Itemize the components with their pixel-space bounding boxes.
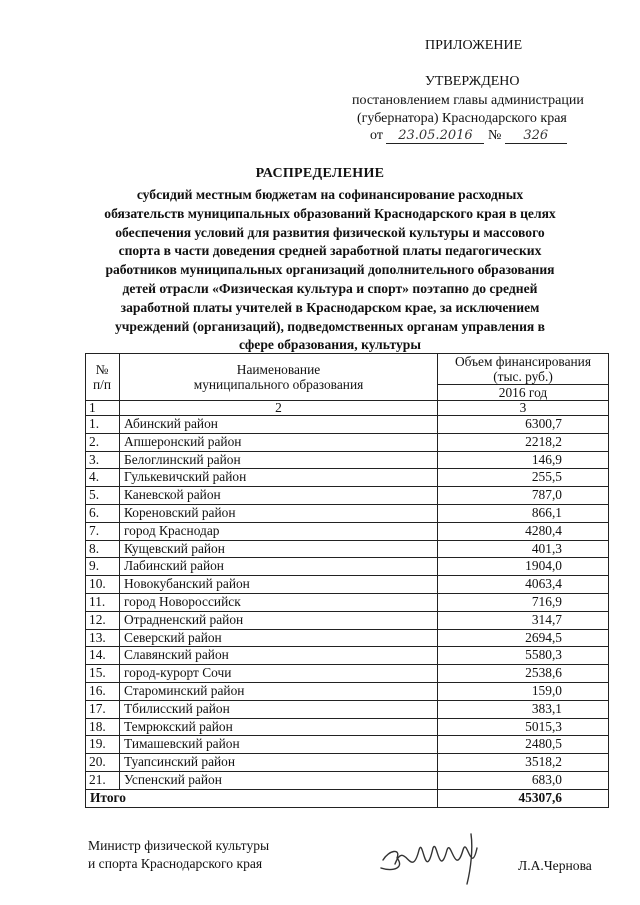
signature xyxy=(375,828,500,890)
total-value: 45307,6 xyxy=(438,789,609,807)
table-row xyxy=(86,629,609,647)
municipality-name: Тбилисский район xyxy=(120,700,438,718)
approved-label: УТВЕРЖДЕНО xyxy=(425,74,520,89)
col-name-line2: муниципального образования xyxy=(193,377,364,392)
table-row xyxy=(86,576,609,594)
col-name-line1: Наименование xyxy=(236,362,321,377)
table-row xyxy=(86,416,609,434)
row-number: 8. xyxy=(86,540,120,558)
funding-amount: 383,1 xyxy=(438,700,609,718)
row-number: 2. xyxy=(86,433,120,451)
col-name-header xyxy=(120,354,438,401)
municipality-name: Кореновский район xyxy=(120,504,438,522)
funding-amount: 2538,6 xyxy=(438,665,609,683)
table-row xyxy=(86,451,609,469)
row-number: 20. xyxy=(86,754,120,772)
table-row xyxy=(86,771,609,789)
funding-amount: 255,5 xyxy=(438,469,609,487)
row-number: 6. xyxy=(86,504,120,522)
description-line: обязательств муниципальных образований Краснодарского края в целях xyxy=(104,205,556,221)
table-header-row xyxy=(86,354,609,385)
table-row xyxy=(86,736,609,754)
funding-amount: 5580,3 xyxy=(438,647,609,665)
row-number: 12. xyxy=(86,611,120,629)
table-row xyxy=(86,522,609,540)
col-no-symbol: № xyxy=(95,362,109,377)
funding-amount: 866,1 xyxy=(438,504,609,522)
description-line: сфере образования, культуры xyxy=(239,337,421,353)
decree-date-line xyxy=(370,128,567,144)
description-line: спорта в части доведения средней заработной платы педагогических xyxy=(118,243,542,259)
total-label: Итого xyxy=(86,789,438,807)
funding-amount: 683,0 xyxy=(438,771,609,789)
row-number: 9. xyxy=(86,558,120,576)
funding-amount: 3518,2 xyxy=(438,754,609,772)
funding-amount: 4280,4 xyxy=(438,522,609,540)
funding-amount: 159,0 xyxy=(438,682,609,700)
table-row xyxy=(86,504,609,522)
municipality-name: Новокубанский район xyxy=(120,576,438,594)
row-number: 14. xyxy=(86,647,120,665)
index-cell: 2 xyxy=(120,401,438,416)
funding-amount: 2480,5 xyxy=(438,736,609,754)
row-number: 19. xyxy=(86,736,120,754)
funding-amount: 2218,2 xyxy=(438,433,609,451)
table-row xyxy=(86,558,609,576)
row-number: 18. xyxy=(86,718,120,736)
minister-title-line1: Министр физической культуры xyxy=(88,838,270,853)
table-row xyxy=(86,433,609,451)
table-row xyxy=(86,540,609,558)
description-line: учреждений (организаций), подведомственных органам управления в xyxy=(114,318,546,334)
approved-by-line1: постановлением главы администрации xyxy=(352,93,584,108)
municipality-name: Староминский район xyxy=(120,682,438,700)
municipality-name: Успенский район xyxy=(120,771,438,789)
from-label: от xyxy=(370,128,383,143)
col-amount-line2: (тыс. руб.) xyxy=(493,369,553,384)
funding-amount: 314,7 xyxy=(438,611,609,629)
funding-amount: 146,9 xyxy=(438,451,609,469)
row-number: 17. xyxy=(86,700,120,718)
document-description xyxy=(60,186,600,355)
description-line: заработной платы учителей в Краснодарском крае, за исключением xyxy=(120,299,540,315)
table-row xyxy=(86,682,609,700)
funding-amount: 716,9 xyxy=(438,593,609,611)
funding-amount: 4063,4 xyxy=(438,576,609,594)
funding-amount: 2694,5 xyxy=(438,629,609,647)
number-label: № xyxy=(487,128,502,143)
municipality-name: Северский район xyxy=(120,629,438,647)
row-number: 15. xyxy=(86,665,120,683)
appendix-label: ПРИЛОЖЕНИЕ xyxy=(425,38,523,53)
municipality-name: город Новороссийск xyxy=(120,593,438,611)
municipality-name: Абинский район xyxy=(120,416,438,434)
table-row xyxy=(86,754,609,772)
funding-amount: 1904,0 xyxy=(438,558,609,576)
description-line: обеспечения условий для развития физической культуры и массового xyxy=(115,224,545,240)
decree-number: 326 xyxy=(505,128,567,144)
description-line: субсидий местным бюджетам на софинансирование расходных xyxy=(136,187,524,202)
minister-title-line2: и спорта Краснодарского края xyxy=(88,856,263,871)
table-row xyxy=(86,700,609,718)
col-amount-header xyxy=(438,354,609,385)
municipality-name: Тимашевский район xyxy=(120,736,438,754)
table-row xyxy=(86,647,609,665)
municipality-name: город Краснодар xyxy=(120,522,438,540)
table-index-row xyxy=(86,401,609,416)
table-row xyxy=(86,469,609,487)
table-row xyxy=(86,665,609,683)
col-no-header xyxy=(86,354,120,401)
approved-by-line2: (губернатора) Краснодарского края xyxy=(357,111,567,126)
row-number: 3. xyxy=(86,451,120,469)
description-line: детей отрасли «Физическая культура и спорт» поэтапно до средней xyxy=(122,280,538,296)
index-cell: 1 xyxy=(86,401,120,416)
row-number: 5. xyxy=(86,487,120,505)
municipality-name: Туапсинский район xyxy=(120,754,438,772)
row-number: 10. xyxy=(86,576,120,594)
col-amount-line1: Объем финансирования xyxy=(454,354,592,369)
signer-name: Л.А.Чернова xyxy=(518,858,592,873)
municipality-name: Темрюкский район xyxy=(120,718,438,736)
table-row xyxy=(86,718,609,736)
row-number: 7. xyxy=(86,522,120,540)
table-row xyxy=(86,487,609,505)
row-number: 16. xyxy=(86,682,120,700)
municipality-name: город-курорт Сочи xyxy=(120,665,438,683)
table-row xyxy=(86,611,609,629)
municipality-name: Кущевский район xyxy=(120,540,438,558)
index-cell: 3 xyxy=(438,401,609,416)
row-number: 13. xyxy=(86,629,120,647)
row-number: 4. xyxy=(86,469,120,487)
municipality-name: Каневской район xyxy=(120,487,438,505)
row-number: 11. xyxy=(86,593,120,611)
col-no-abbr: п/п xyxy=(92,377,112,392)
table-row xyxy=(86,593,609,611)
municipality-name: Белоглинский район xyxy=(120,451,438,469)
municipality-name: Гулькевичский район xyxy=(120,469,438,487)
document-title: РАСПРЕДЕЛЕНИЕ xyxy=(255,166,385,181)
municipality-name: Отрадненский район xyxy=(120,611,438,629)
funding-amount: 6300,7 xyxy=(438,416,609,434)
total-row xyxy=(86,789,609,807)
subsidy-table xyxy=(85,353,609,808)
row-number: 1. xyxy=(86,416,120,434)
row-number: 21. xyxy=(86,771,120,789)
col-year-header: 2016 год xyxy=(438,385,609,401)
funding-amount: 401,3 xyxy=(438,540,609,558)
description-line: работников муниципальных организаций дополнительного образования xyxy=(105,262,555,278)
funding-amount: 5015,3 xyxy=(438,718,609,736)
decree-date: 23.05.2016 xyxy=(386,128,484,144)
funding-amount: 787,0 xyxy=(438,487,609,505)
municipality-name: Лабинский район xyxy=(120,558,438,576)
municipality-name: Славянский район xyxy=(120,647,438,665)
municipality-name: Апшеронский район xyxy=(120,433,438,451)
